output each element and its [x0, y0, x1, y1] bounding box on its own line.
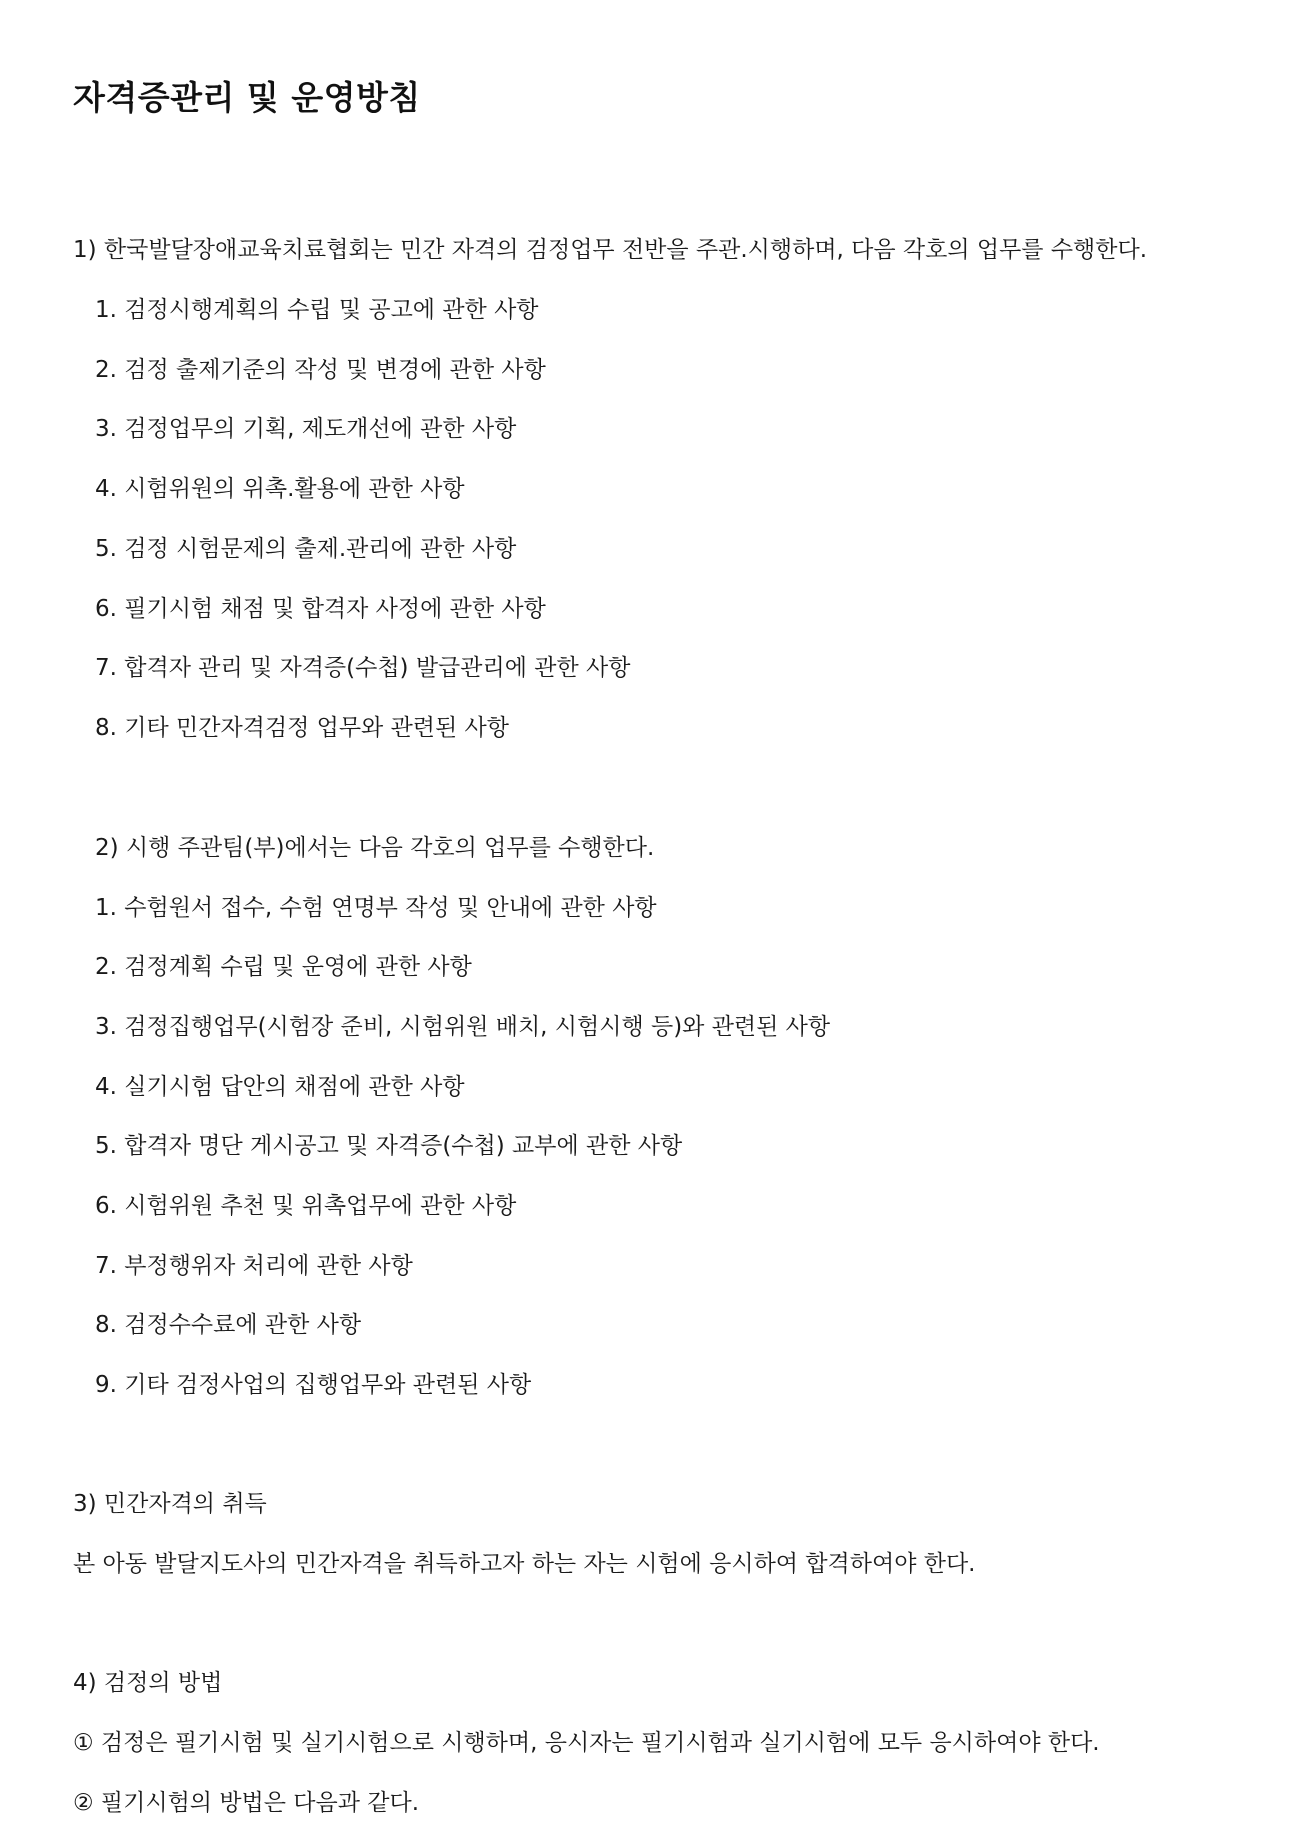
section1-heading: 1) 한국발달장애교육치료협회는 민간 자격의 검정업무 전반을 주관.시행하며, 다음 각호의 업무를 수행한다.	[73, 237, 1148, 263]
section3-body: 본 아동 발달지도사의 민간자격을 취득하고자 하는 자는 시험에 응시하여 합격하여야 한다.	[73, 1551, 976, 1577]
section2-item: 2. 검정계획 수립 및 운영에 관한 사항	[95, 954, 472, 980]
section2-item: 9. 기타 검정사업의 집행업무와 관련된 사항	[95, 1372, 532, 1398]
section1-item: 2. 검정 출제기준의 작성 및 변경에 관한 사항	[95, 357, 546, 383]
section4-item: ① 검정은 필기시험 및 실기시험으로 시행하며, 응시자는 필기시험과 실기시험에 모두 응시하여야 한다.	[73, 1730, 1100, 1756]
section2-item: 5. 합격자 명단 게시공고 및 자격증(수첩) 교부에 관한 사항	[95, 1133, 683, 1159]
document-title: 자격증관리 및 운영방침	[73, 78, 421, 117]
section2-item: 1. 수험원서 접수, 수험 연명부 작성 및 안내에 관한 사항	[95, 895, 657, 921]
section1-item: 7. 합격자 관리 및 자격증(수첩) 발급관리에 관한 사항	[95, 655, 631, 681]
section2-item: 4. 실기시험 답안의 채점에 관한 사항	[95, 1074, 465, 1100]
section1-item: 4. 시험위원의 위촉.활용에 관한 사항	[95, 476, 465, 502]
section3-heading: 3) 민간자격의 취득	[73, 1491, 267, 1517]
section1-item: 1. 검정시행계획의 수립 및 공고에 관한 사항	[95, 297, 539, 323]
section2-item: 8. 검정수수료에 관한 사항	[95, 1312, 362, 1338]
section2-item: 3. 검정집행업무(시험장 준비, 시험위원 배치, 시험시행 등)와 관련된 사항	[95, 1014, 831, 1040]
section4-heading: 4) 검정의 방법	[73, 1670, 223, 1696]
section2-item: 6. 시험위원 추천 및 위촉업무에 관한 사항	[95, 1193, 517, 1219]
section1-item: 6. 필기시험 채점 및 합격자 사정에 관한 사항	[95, 596, 546, 622]
section4-item: ② 필기시험의 방법은 다음과 같다.	[73, 1790, 420, 1816]
section2-heading: 2) 시행 주관팀(부)에서는 다음 각호의 업무를 수행한다.	[95, 835, 655, 861]
section1-item: 5. 검정 시험문제의 출제.관리에 관한 사항	[95, 536, 517, 562]
section1-item: 8. 기타 민간자격검정 업무와 관련된 사항	[95, 715, 509, 741]
section1-item: 3. 검정업무의 기획, 제도개선에 관한 사항	[95, 416, 517, 442]
section2-item: 7. 부정행위자 처리에 관한 사항	[95, 1253, 413, 1279]
